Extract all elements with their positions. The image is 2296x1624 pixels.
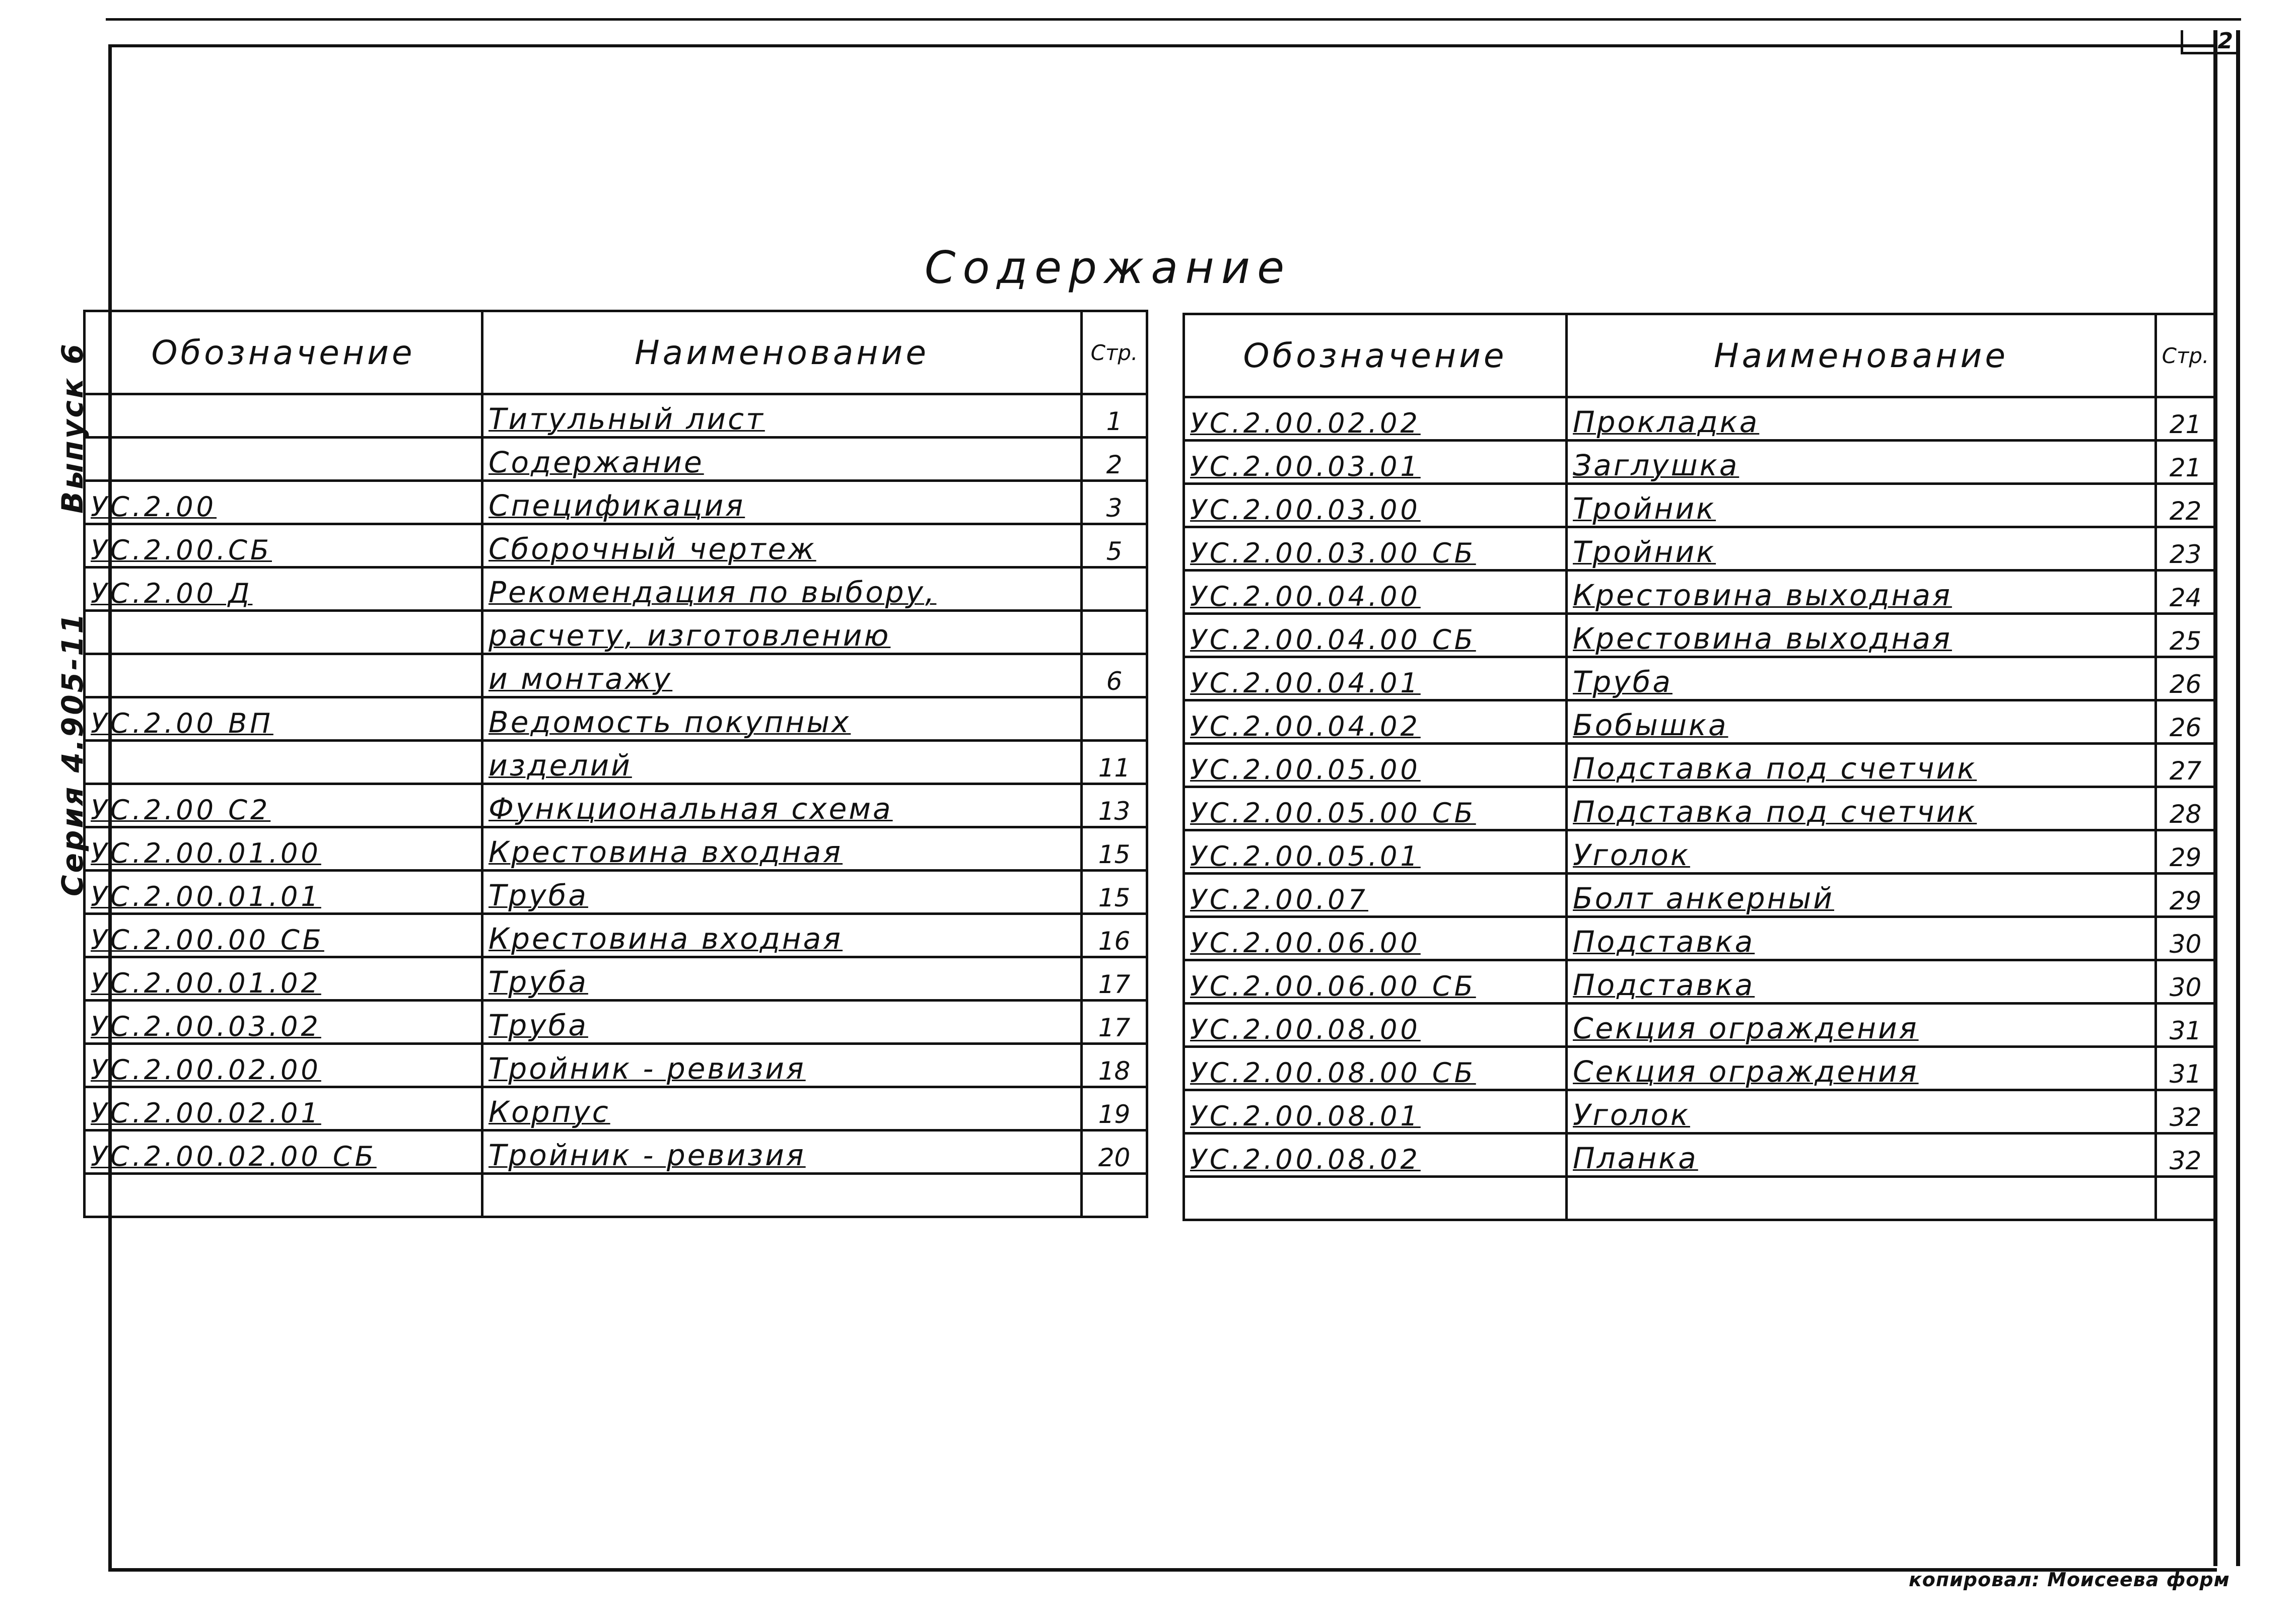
header-row (1184, 314, 2215, 397)
designation-cell: УС.2.00.04.00 (1184, 571, 1567, 614)
page-cell: 29 (2156, 874, 2215, 917)
page-cell: 22 (2156, 484, 2215, 527)
page-cell: 29 (2156, 830, 2215, 874)
page-cell: 26 (2156, 657, 2215, 700)
table-row (1184, 1004, 2215, 1047)
page-cell: 3 (1082, 481, 1147, 524)
designation-cell: УС.2.00 С2 (85, 784, 482, 827)
table-row (1184, 484, 2215, 527)
name-cell: Труба (482, 871, 1082, 914)
designation-cell: УС.2.00.05.01 (1184, 830, 1567, 874)
table-row (1184, 571, 2215, 614)
header-page: Стр. (1082, 311, 1147, 394)
table-row (85, 1087, 1147, 1131)
designation-cell: УС.2.00 ВП (85, 697, 482, 741)
page-cell: 21 (2156, 397, 2215, 441)
table-row (85, 524, 1147, 568)
table-row (1184, 960, 2215, 1004)
designation-cell: УС.2.00.04.02 (1184, 700, 1567, 744)
page-cell (1082, 611, 1147, 654)
page-cell: 17 (1082, 1001, 1147, 1044)
page-cell: 30 (2156, 960, 2215, 1004)
page-cell (1082, 1174, 1147, 1217)
table-row (1184, 614, 2215, 657)
name-cell: Бобышка (1567, 700, 2156, 744)
name-cell: Содержание (482, 438, 1082, 481)
table-row (85, 1174, 1147, 1217)
table-row (1184, 1134, 2215, 1177)
page-cell: 32 (2156, 1134, 2215, 1177)
table-row (85, 611, 1147, 654)
name-cell: Тройник - ревизия (482, 1131, 1082, 1174)
name-cell: и монтажу (482, 654, 1082, 697)
name-cell: Заглушка (1567, 441, 2156, 484)
table-row (85, 741, 1147, 784)
page-cell: 31 (2156, 1047, 2215, 1090)
page-cell: 1 (1082, 394, 1147, 438)
table-row (85, 784, 1147, 827)
name-cell: Титульный лист (482, 394, 1082, 438)
designation-cell (85, 438, 482, 481)
name-cell: Ведомость покупных (482, 697, 1082, 741)
designation-cell: УС.2.00.01.00 (85, 827, 482, 871)
table-row (85, 957, 1147, 1001)
name-cell: Подставка (1567, 960, 2156, 1004)
name-cell: Планка (1567, 1134, 2156, 1177)
name-cell: Функциональная схема (482, 784, 1082, 827)
name-cell: Сборочный чертеж (482, 524, 1082, 568)
designation-cell: УС.2.00.01.01 (85, 871, 482, 914)
designation-cell: УС.2.00.05.00 (1184, 744, 1567, 787)
page-cell: 15 (1082, 827, 1147, 871)
page-cell: 26 (2156, 700, 2215, 744)
designation-cell (85, 1174, 482, 1217)
sheet-number: 2 (2181, 30, 2237, 54)
name-cell: Болт анкерный (1567, 874, 2156, 917)
page-cell: 19 (1082, 1087, 1147, 1131)
page-cell (1082, 568, 1147, 611)
header-name: Наименование (482, 311, 1082, 394)
table-row (85, 827, 1147, 871)
page-cell: 23 (2156, 527, 2215, 571)
name-cell: Крестовина входная (482, 827, 1082, 871)
designation-cell: УС.2.00.05.00 СБ (1184, 787, 1567, 830)
page-cell: 28 (2156, 787, 2215, 830)
designation-cell: УС.2.00.03.00 СБ (1184, 527, 1567, 571)
designation-cell: УС.2.00.02.02 (1184, 397, 1567, 441)
table-row (1184, 744, 2215, 787)
designation-cell: УС.2.00.04.01 (1184, 657, 1567, 700)
designation-cell: УС.2.00.СБ (85, 524, 482, 568)
page-cell (2156, 1177, 2215, 1220)
header-designation: Обозначение (1184, 314, 1567, 397)
designation-cell: УС.2.00.03.02 (85, 1001, 482, 1044)
table-row (85, 1001, 1147, 1044)
table-row (1184, 657, 2215, 700)
table-row (85, 1131, 1147, 1174)
name-cell: Крестовина входная (482, 914, 1082, 957)
designation-cell: УС.2.00.06.00 СБ (1184, 960, 1567, 1004)
designation-cell: УС.2.00.03.00 (1184, 484, 1567, 527)
designation-cell: УС.2.00.02.01 (85, 1087, 482, 1131)
page-cell: 5 (1082, 524, 1147, 568)
name-cell: Подставка под счетчик (1567, 744, 2156, 787)
page-cell: 30 (2156, 917, 2215, 960)
designation-cell (1184, 1177, 1567, 1220)
page-cell: 15 (1082, 871, 1147, 914)
page-cell: 16 (1082, 914, 1147, 957)
table-row (85, 394, 1147, 438)
header-designation: Обозначение (85, 311, 482, 394)
table-row (1184, 527, 2215, 571)
designation-cell: УС.2.00.03.01 (1184, 441, 1567, 484)
page-cell: 32 (2156, 1090, 2215, 1134)
frame-right-outer (2236, 30, 2240, 1566)
table-row (1184, 830, 2215, 874)
table-row (1184, 1090, 2215, 1134)
name-cell: Труба (1567, 657, 2156, 700)
designation-cell: УС.2.00 Д (85, 568, 482, 611)
designation-cell: УС.2.00.01.02 (85, 957, 482, 1001)
name-cell: Спецификация (482, 481, 1082, 524)
right-table-body (1184, 397, 2215, 1220)
designation-cell (85, 394, 482, 438)
name-cell: Уголок (1567, 830, 2156, 874)
page-cell: 31 (2156, 1004, 2215, 1047)
name-cell: Рекомендация по выбору, (482, 568, 1082, 611)
table-row (85, 697, 1147, 741)
name-cell: Прокладка (1567, 397, 2156, 441)
table-row (85, 914, 1147, 957)
table-row (85, 654, 1147, 697)
designation-cell: УС.2.00.04.00 СБ (1184, 614, 1567, 657)
name-cell: Крестовина выходная (1567, 571, 2156, 614)
designation-cell: УС.2.00.08.01 (1184, 1090, 1567, 1134)
designation-cell: УС.2.00.06.00 (1184, 917, 1567, 960)
table-row (1184, 1177, 2215, 1220)
page-cell (1082, 697, 1147, 741)
page-cell: 27 (2156, 744, 2215, 787)
table-row (1184, 787, 2215, 830)
designation-cell: УС.2.00.00 СБ (85, 914, 482, 957)
table-row (85, 438, 1147, 481)
table-row (1184, 1047, 2215, 1090)
table-row (85, 871, 1147, 914)
name-cell: Уголок (1567, 1090, 2156, 1134)
designation-cell: УС.2.00.08.02 (1184, 1134, 1567, 1177)
page-cell: 11 (1082, 741, 1147, 784)
table-row (85, 1044, 1147, 1087)
name-cell: Корпус (482, 1087, 1082, 1131)
page-title: Содержание (924, 242, 1292, 294)
designation-cell (85, 654, 482, 697)
name-cell: Подставка (1567, 917, 2156, 960)
table-row (85, 568, 1147, 611)
designation-cell (85, 611, 482, 654)
table-row (85, 481, 1147, 524)
name-cell: Подставка под счетчик (1567, 787, 2156, 830)
left-table-body (85, 394, 1147, 1217)
table-row (1184, 700, 2215, 744)
table-row (1184, 441, 2215, 484)
designation-cell (85, 741, 482, 784)
name-cell: изделий (482, 741, 1082, 784)
page-cell: 21 (2156, 441, 2215, 484)
page-cell: 6 (1082, 654, 1147, 697)
name-cell: Тройник (1567, 527, 2156, 571)
name-cell: Крестовина выходная (1567, 614, 2156, 657)
table-row (1184, 397, 2215, 441)
copier-note: копировал: Моисеева форм (1909, 1569, 2230, 1591)
name-cell (1567, 1177, 2156, 1220)
designation-cell: УС.2.00.02.00 (85, 1044, 482, 1087)
page-cell: 2 (1082, 438, 1147, 481)
name-cell: расчету, изготовлению (482, 611, 1082, 654)
table-row (1184, 874, 2215, 917)
designation-cell: УС.2.00.08.00 (1184, 1004, 1567, 1047)
name-cell: Тройник (1567, 484, 2156, 527)
issue-label: Выпуск 6 (55, 342, 90, 514)
name-cell: Труба (482, 957, 1082, 1001)
table-row (1184, 917, 2215, 960)
name-cell: Труба (482, 1001, 1082, 1044)
page-cell: 20 (1082, 1131, 1147, 1174)
page-cell: 18 (1082, 1044, 1147, 1087)
page-cell: 24 (2156, 571, 2215, 614)
designation-cell: УС.2.00.07 (1184, 874, 1567, 917)
header-row (85, 311, 1147, 394)
page-cell: 13 (1082, 784, 1147, 827)
name-cell: Секция ограждения (1567, 1047, 2156, 1090)
page-cell: 17 (1082, 957, 1147, 1001)
name-cell: Тройник - ревизия (482, 1044, 1082, 1087)
contents-table-left (83, 310, 1148, 1218)
contents-table-right (1182, 313, 2216, 1221)
header-page: Стр. (2156, 314, 2215, 397)
designation-cell: УС.2.00.08.00 СБ (1184, 1047, 1567, 1090)
name-cell (482, 1174, 1082, 1217)
name-cell: Секция ограждения (1567, 1004, 2156, 1047)
series-label: Серия 4.905-11 (55, 611, 90, 896)
designation-cell: УС.2.00.02.00 СБ (85, 1131, 482, 1174)
header-name: Наименование (1567, 314, 2156, 397)
top-border-line (106, 18, 2241, 21)
page-cell: 25 (2156, 614, 2215, 657)
designation-cell: УС.2.00 (85, 481, 482, 524)
